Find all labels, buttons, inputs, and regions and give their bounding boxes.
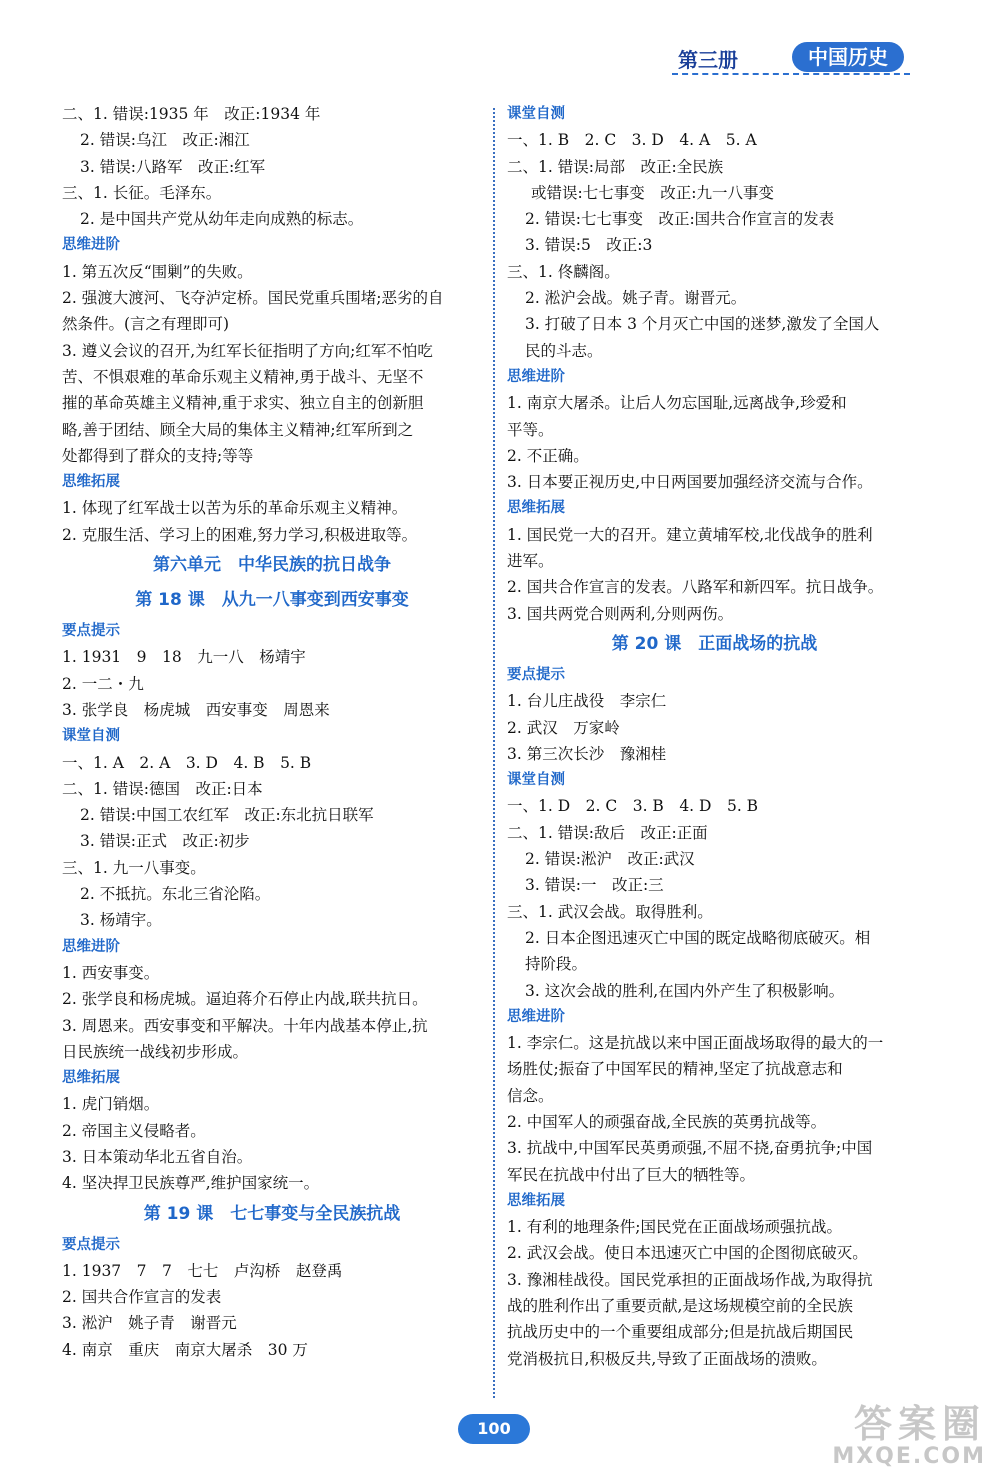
answer-line: 4. 南京 重庆 南京大屠杀 30 万 [62,1340,308,1359]
answer-line: 摧的革命英雄主义精神,重于求实、独立自主的创新胆 [62,394,424,413]
section-heading: 思维拓展 [507,500,565,517]
lesson-title: 第 18 课 从九一八事变到西安事变 [135,590,409,611]
answer-line: 3. 张学良 杨虎城 西安事变 周恩来 [62,700,330,719]
section-heading: 要点提示 [507,666,565,683]
answer-line: 处都得到了群众的支持;等等 [62,446,254,465]
answer-line: 3. 错误:一 改正:三 [525,876,664,895]
answer-line: 2. 错误:七七事变 改正:国共合作宣言的发表 [525,210,835,229]
answer-line: 3. 错误:八路军 改正:红军 [80,157,266,176]
answer-line: 2. 淞沪会战。姚子青。谢晋元。 [525,289,747,308]
answer-line: 一、1. D 2. C 3. B 4. D 5. B [507,797,759,816]
volume-label: 第三册 [678,48,738,72]
section-heading: 思维进阶 [62,938,120,955]
answer-line: 3. 周恩来。西安事变和平解决。十年内战基本停止,抗 [62,1016,428,1035]
answer-line: 苦、不惧艰难的革命乐观主义精神,勇于战斗、无坚不 [62,367,424,386]
answer-line: 2. 张学良和杨虎城。逼迫蒋介石停止内战,联共抗日。 [62,990,428,1009]
answer-line: 三、1. 佟麟阁。 [507,262,620,281]
answer-line: 三、1. 武汉会战。取得胜利。 [507,902,713,921]
answer-line: 一、1. B 2. C 3. D 4. A 5. A [507,131,757,150]
answer-line: 1. 李宗仁。这是抗战以来中国正面战场取得的最大的一 [507,1034,884,1053]
answer-line: 1. 1937 7 7 七七 卢沟桥 赵登禹 [62,1261,343,1280]
answer-line: 3. 抗战中,中国军民英勇顽强,不屈不挠,奋勇抗争;中国 [507,1139,873,1158]
answer-line: 2. 中国军人的顽强奋战,全民族的英勇抗战等。 [507,1112,827,1131]
answer-line: 3. 日本要正视历史,中日两国要加强经济交流与合作。 [507,473,873,492]
answer-line: 2. 不抵抗。东北三省沦陷。 [80,885,271,904]
lesson-title: 第 20 课 正面战场的抗战 [611,633,818,654]
answer-line: 3. 日本策动华北五省自治。 [62,1147,253,1166]
section-heading: 思维拓展 [62,474,120,491]
answer-line: 1. 1931 9 18 九一八 杨靖宇 [62,648,306,667]
right-column [507,101,922,1372]
answer-line: 2. 日本企图迅速灭亡中国的既定战略彻底破灭。相 [525,928,871,947]
lesson-title: 第 19 课 七七事变与全民族抗战 [143,1203,401,1224]
section-heading: 思维进阶 [507,368,565,385]
answer-line: 2. 帝国主义侵略者。 [62,1121,206,1140]
answer-line: 1. 西安事变。 [62,963,160,982]
answer-line: 然条件。(言之有理即可) [62,315,230,334]
answer-line: 2. 错误:淞沪 改正:武汉 [525,850,695,869]
answer-line: 2. 国共合作宣言的发表 [62,1288,222,1307]
answer-line: 1. 南京大屠杀。让后人勿忘国耻,远离战争,珍爱和 [507,394,847,413]
answer-line: 或错误:七七事变 改正:九一八事变 [531,183,774,202]
answer-line: 信念。 [507,1086,554,1105]
answer-line: 平等。 [507,420,554,439]
answer-line: 2. 是中国共产党从幼年走向成熟的标志。 [80,210,364,229]
answer-line: 略,善于团结、顾全大局的集体主义精神;红军所到之 [62,420,414,439]
page-header [672,40,912,80]
header-underline [672,73,910,75]
answer-line: 3. 豫湘桂战役。国民党承担的正面战场作战,为取得抗 [507,1270,873,1289]
answer-line: 1. 有利的地理条件;国民党在正面战场顽强抗战。 [507,1218,842,1237]
answer-line: 三、1. 九一八事变。 [62,858,206,877]
answer-line: 一、1. A 2. A 3. D 4. B 5. B [62,753,312,772]
answer-line: 3. 遵义会议的召开,为红军长征指明了方向;红军不怕吃 [62,341,433,360]
section-heading: 思维进阶 [62,237,120,254]
watermark-url: MXQE.COM [832,1444,986,1469]
answer-line: 3. 打破了日本 3 个月灭亡中国的迷梦,激发了全国人 [525,315,880,334]
section-heading: 要点提示 [62,1236,120,1253]
section-heading: 思维进阶 [507,1008,565,1025]
answer-line: 2. 不正确。 [507,446,589,465]
answer-line: 3. 杨靖宇。 [80,911,162,930]
answer-line: 2. 国共合作宣言的发表。八路军和新四军。抗日战争。 [507,578,884,597]
answer-line: 1. 台儿庄战役 李宗仁 [507,692,667,711]
answer-line: 4. 坚决捍卫民族尊严,维护国家统一。 [62,1174,320,1193]
lesson-title: 第六单元 中华民族的抗日战争 [153,555,391,576]
section-heading: 课堂自测 [507,106,565,122]
answer-line: 1. 国民党一大的召开。建立黄埔军校,北伐战争的胜利 [507,525,873,544]
page-number: 100 [458,1414,530,1444]
section-heading: 课堂自测 [507,772,565,789]
answer-line: 民的斗志。 [525,341,603,360]
section-heading: 课堂自测 [62,728,120,745]
answer-line: 场胜仗;振奋了中国军民的精神,坚定了抗战意志和 [507,1060,843,1079]
answer-line: 2. 武汉 万家岭 [507,718,620,737]
answer-line: 1. 体现了红军战士以苦为乐的革命乐观主义精神。 [62,499,408,518]
answer-line: 3. 第三次长沙 豫湘桂 [507,744,667,763]
section-heading: 思维拓展 [507,1192,565,1209]
answer-line: 战的胜利作出了重要贡献,是这场规模空前的全民族 [507,1297,853,1316]
answer-line: 二、1. 错误:敌后 改正:正面 [507,823,708,842]
answer-line: 1. 虎门销烟。 [62,1095,160,1114]
answer-line: 二、1. 错误:1935 年 改正:1934 年 [62,105,321,123]
answer-line: 2. 武汉会战。使日本迅速灭亡中国的企图彻底破灭。 [507,1244,868,1263]
answer-line: 2. 错误:乌江 改正:湘江 [80,131,250,150]
answer-line: 3. 错误:5 改正:3 [525,236,653,255]
watermark [832,1403,986,1469]
section-heading: 思维拓展 [62,1070,120,1087]
answer-line: 3. 国共两党合则两利,分则两伤。 [507,604,734,623]
answer-line: 2. 错误:中国工农红军 改正:东北抗日联军 [80,806,374,825]
answer-line: 二、1. 错误:局部 改正:全民族 [507,157,724,176]
answer-line: 二、1. 错误:德国 改正:日本 [62,779,263,798]
column-divider [493,108,495,1398]
answer-line: 2. 强渡大渡河、飞夺泸定桥。国民党重兵围堵;恶劣的自 [62,289,444,308]
answer-line: 党消极抗日,积极反共,导致了正面战场的溃败。 [507,1349,827,1368]
watermark-logo-text: 答案圈 [853,1402,986,1446]
answer-line: 3. 这次会战的胜利,在国内外产生了积极影响。 [525,981,845,1000]
answer-line: 2. 一二・九 [62,674,144,693]
subject-badge: 中国历史 [792,42,904,72]
answer-line: 3. 淞沪 姚子青 谢晋元 [62,1314,237,1333]
answer-line: 持阶段。 [525,955,588,974]
answer-line: 军民在抗战中付出了巨大的牺牲等。 [507,1165,756,1184]
left-column [62,101,482,1363]
answer-line: 抗战历史中的一个重要组成部分;但是抗战后期国民 [507,1323,854,1342]
answer-line: 1. 第五次反“围剿”的失败。 [62,262,253,281]
answer-line: 三、1. 长征。毛泽东。 [62,183,222,202]
answer-line: 进军。 [507,552,554,571]
answer-line: 3. 错误:正式 改正:初步 [80,832,250,851]
answer-line: 日民族统一战线初步形成。 [62,1042,249,1061]
section-heading: 要点提示 [62,623,120,640]
answer-line: 2. 克服生活、学习上的困难,努力学习,积极进取等。 [62,525,418,544]
